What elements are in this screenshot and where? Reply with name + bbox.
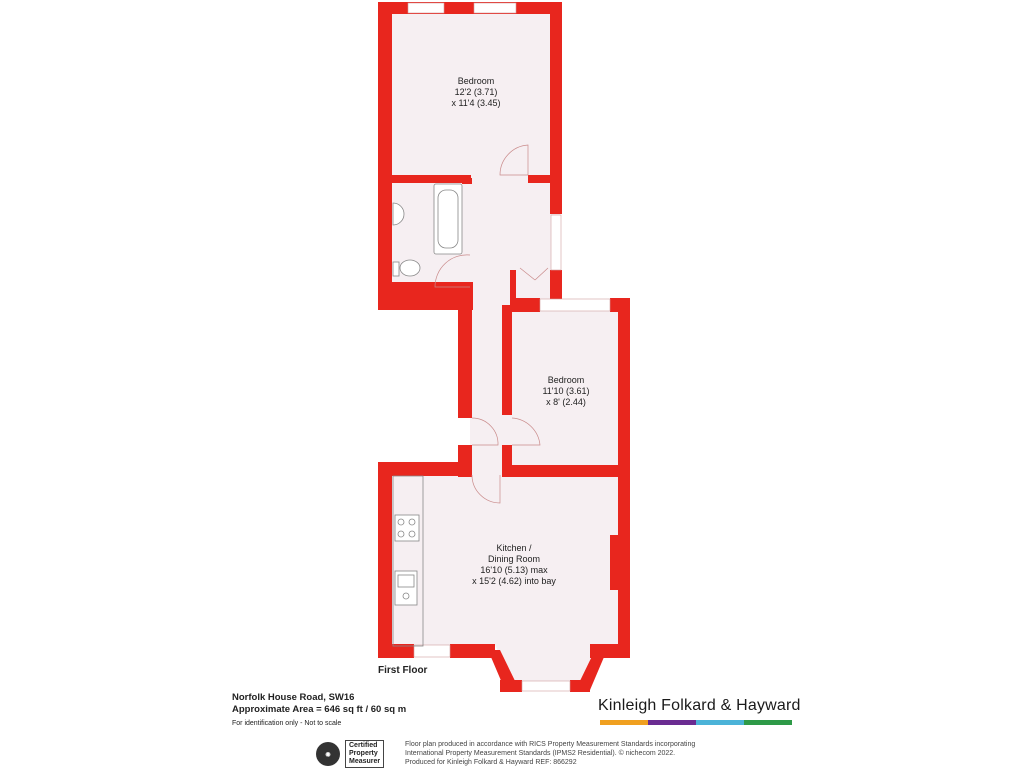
bedroom1-dim1: 12'2 (3.71) [454,87,498,97]
brand-color-bar [600,720,792,725]
rics-certified-box [345,740,384,768]
rics-logo-text: RICS [319,757,334,763]
brand-name: Kinleigh Folkard & Hayward [598,697,801,714]
rics-badge-line1: Certified [349,742,378,749]
brand-bar-purple [648,720,696,725]
property-note: For identification only - Not to scale [232,720,342,727]
toilet-icon [400,260,420,276]
disclaimer-line1: Floor plan produced in accordance with RICS Property Measurement Standards incorporating [405,741,696,748]
floor-label: First Floor [378,665,428,676]
rics-badge-line2: Property [349,750,378,757]
bedroom2-dim2: x 8' (2.44) [546,397,586,407]
bedroom1-name: Bedroom [457,76,495,86]
brand-bar-orange [600,720,648,725]
bedroom2-dim1: 11'10 (3.61) [542,386,590,396]
kitchen-dim1: 16'10 (5.13) max [480,565,548,575]
rics-badge [316,740,384,768]
property-area: Approximate Area = 646 sq ft / 60 sq m [232,704,407,715]
rics-badge-line3: Measurer [349,758,381,765]
disclaimer [405,740,725,767]
disclaimer-line2: International Property Measurement Standards (IPMS2 Residential). © nichecom 2022. [405,750,676,757]
kitchen-dim2: x 15'2 (4.62) into bay [472,576,556,586]
property-address: Norfolk House Road, SW16 [232,692,355,703]
kitchen-name2: Dining Room [487,554,541,564]
hob-icon [395,515,419,541]
brand-bar-blue [696,720,744,725]
bedroom1-dim2: x 11'4 (3.45) [451,98,501,108]
disclaimer-line3: Produced for Kinleigh Folkard & Hayward REF: 866292 [405,759,577,766]
rics-logo-icon: ◉ [316,742,340,766]
kitchen-name1: Kitchen / [496,543,532,553]
bedroom2-name: Bedroom [547,375,585,385]
brand-bar-green [744,720,792,725]
property-info [232,692,406,730]
